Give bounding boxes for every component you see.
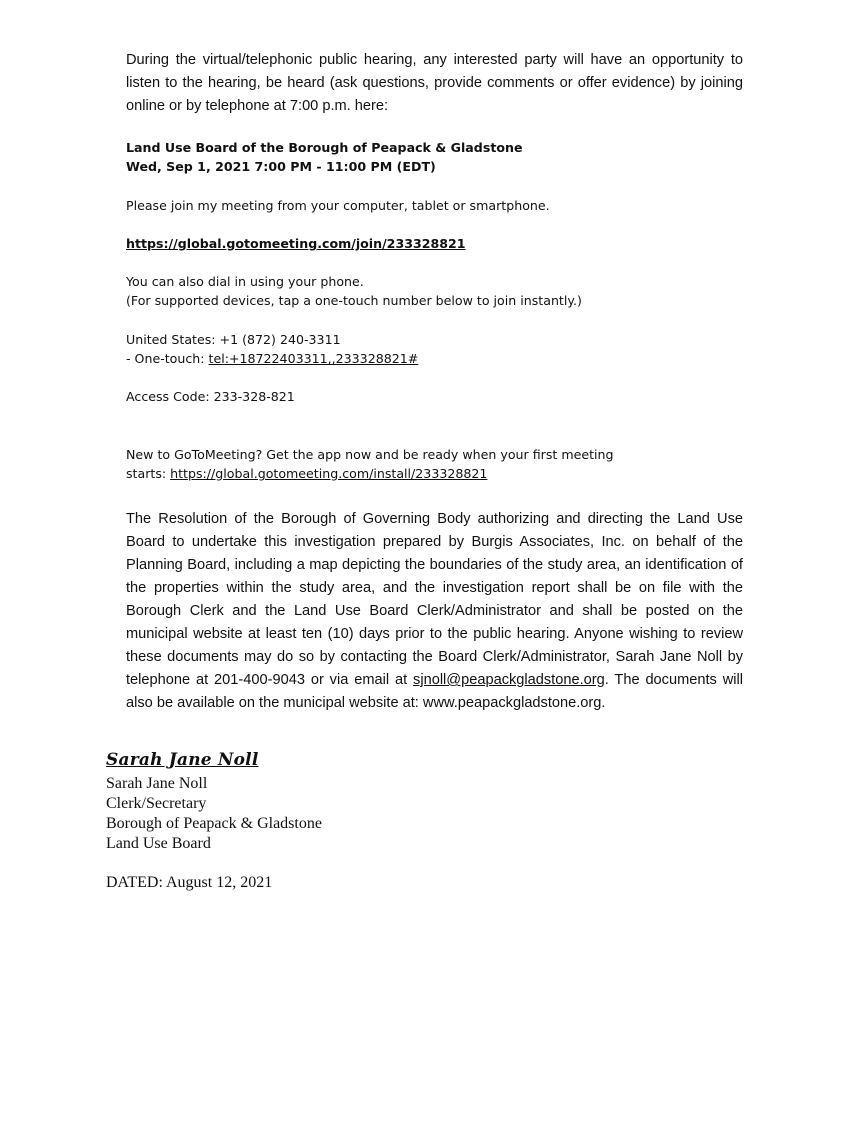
- us-phone-number: United States: +1 (872) 240-3311: [126, 332, 341, 347]
- access-code: Access Code: 233-328-821: [126, 389, 295, 404]
- handwritten-signature: Sarah Jane Noll: [106, 750, 259, 770]
- signer-board: Land Use Board: [106, 835, 211, 852]
- one-touch-note: (For supported devices, tap a one-touch number below to join instantly.): [126, 293, 582, 308]
- dial-in-instructions: [126, 272, 746, 310]
- one-touch-link[interactable]: tel:+18722403311,,233328821#: [208, 351, 419, 366]
- install-prefix: starts:: [126, 466, 171, 481]
- meeting-datetime: Wed, Sep 1, 2021 7:00 PM - 11:00 PM (EDT): [126, 159, 436, 174]
- new-app-text: New to GoToMeeting? Get the app now and be ready when your first meeting: [126, 447, 614, 462]
- signer-name: Sarah Jane Noll: [106, 775, 208, 792]
- join-instructions: Please join my meeting from your computer, tablet or smartphone.: [126, 198, 550, 213]
- signer-organization: Borough of Peapack & Gladstone: [106, 815, 322, 832]
- resolution-text: The Resolution of the Borough of Governing Body authorizing and directing the Land Use Board to undertake this investigation prepared by Burgis Associates, Inc. on behalf of the Planning Board, including a map depicting the boundaries of the study area, an identification of the properties within the study area, and the investigation report shall be on file with the Borough Clerk and the Land Use Board Clerk/Administrator and shall be posted on the municipal website at least ten (10) days prior to the public hearing. Anyone wishing to review these documents may do so by contacting the Board Clerk/Administrator, Sarah Jane Noll by telephone at 201-400-9043 or via email at: [126, 511, 743, 688]
- resolution-text-end: . The documents will also be available on the municipal website at: www.peapackgladstone.org.: [126, 672, 743, 711]
- one-touch-line: [126, 349, 746, 368]
- email-link[interactable]: sjnoll@peapackgladstone.org: [413, 672, 605, 688]
- dial-in-text: You can also dial in using your phone.: [126, 274, 364, 289]
- phone-numbers: [126, 330, 746, 368]
- intro-paragraph: During the virtual/telephonic public hearing, any interested party will have an opportunity to listen to the hearing, be heard (ask questions, provide comments or offer evidence) by joining online or by telephone at 7:00 p.m. here:: [126, 52, 743, 114]
- resolution-paragraph: [126, 508, 743, 715]
- install-line: [126, 464, 746, 483]
- new-to-gotomeeting: [126, 445, 746, 483]
- install-link[interactable]: https://global.gotomeeting.com/install/233328821: [170, 466, 488, 481]
- meeting-title: Land Use Board of the Borough of Peapack & Gladstone: [126, 140, 523, 155]
- signature-block: [106, 774, 322, 854]
- join-link[interactable]: https://global.gotomeeting.com/join/233328821: [126, 236, 466, 251]
- signer-title: Clerk/Secretary: [106, 795, 207, 812]
- one-touch-label: - One-touch:: [126, 351, 209, 366]
- meeting-details: [126, 138, 746, 176]
- dated-line: DATED: August 12, 2021: [106, 874, 273, 891]
